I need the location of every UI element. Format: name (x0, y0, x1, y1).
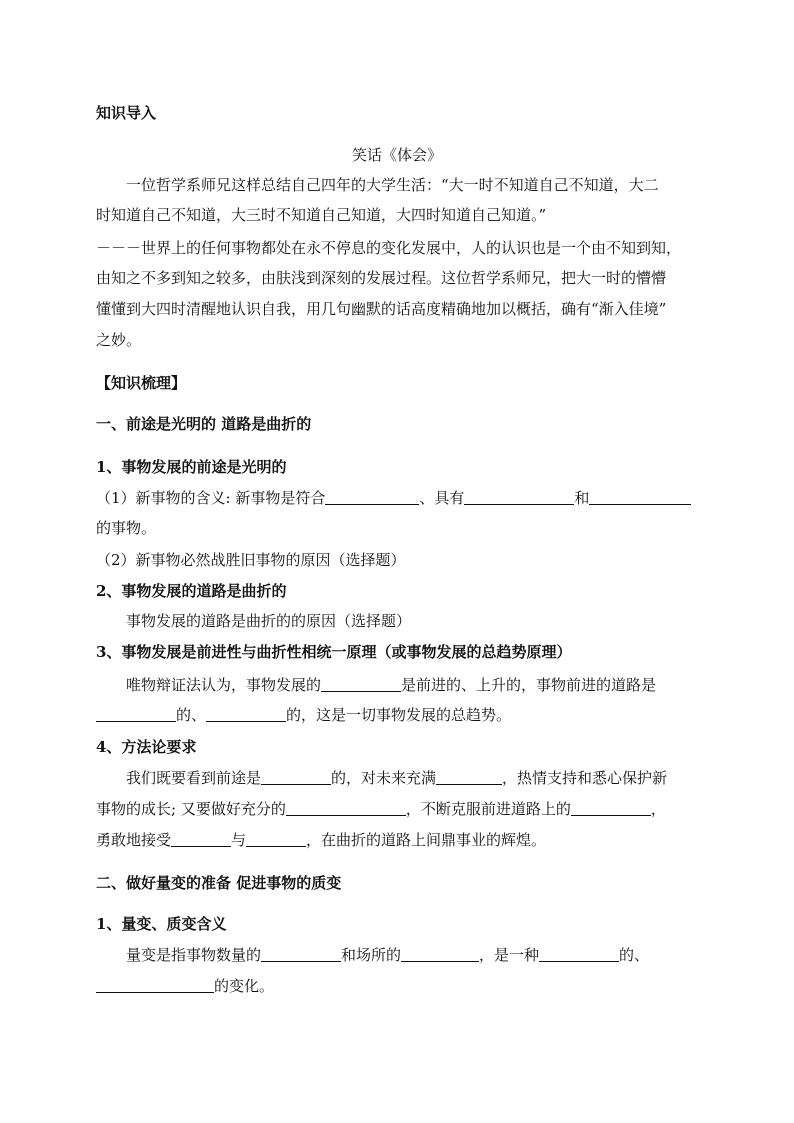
joke-paragraph-line: 时知道自己不知道，大三时不知道自己知道，大四时知道自己知道。” (96, 206, 547, 224)
section-1-item-1-q2: （2）新事物必然战胜旧事物的原因（选择题） (96, 551, 406, 569)
text-segment: 我们既要看到前途是 (126, 769, 262, 787)
fill-in-line (126, 768, 667, 788)
text-segment: 是前进的、上升的，事物前进的道路是 (401, 676, 657, 694)
text-segment: 的、 (176, 706, 207, 724)
review-heading: 【知识梳理】 (96, 374, 187, 392)
text-segment: 与 (231, 831, 247, 849)
section-1-title: 一、前途是光明的 道路是曲折的 (96, 415, 312, 433)
answer-blank[interactable] (571, 800, 651, 816)
text-segment: 的变化。 (214, 977, 275, 995)
text-segment: 和 (574, 489, 590, 507)
intro-heading: 知识导入 (96, 104, 157, 122)
text-segment: ，不断克服前进道路上的 (405, 800, 571, 818)
fill-in-line (96, 488, 691, 508)
text-segment: ，在曲折的道路上间鼎事业的辉煌。 (306, 831, 547, 849)
answer-blank[interactable] (96, 977, 214, 993)
fill-in-line (96, 976, 274, 996)
fill-in-line-continued: 的事物。 (96, 519, 157, 537)
text-segment: ，是一种 (479, 946, 540, 964)
text-segment: 和场所的 (341, 946, 402, 964)
comment-paragraph-line: －－－世界上的任何事物都处在永不停息的变化发展中，人的认识也是一个由不知到知， (96, 239, 682, 257)
answer-blank[interactable] (286, 800, 406, 816)
text-segment: （1）新事物的含义: 新事物是符合 (96, 489, 326, 507)
text-segment: 的，这是一切事物发展的总趋势。 (286, 706, 512, 724)
text-segment: 量变是指事物数量的 (126, 946, 262, 964)
section-1-item-4-title: 4、方法论要求 (96, 738, 197, 756)
text-segment: 、具有 (419, 489, 465, 507)
fill-in-line (96, 799, 666, 819)
answer-blank[interactable] (539, 946, 619, 962)
fill-in-line (96, 705, 511, 725)
answer-blank[interactable] (321, 676, 401, 692)
answer-blank[interactable] (261, 946, 341, 962)
text-segment: 唯物辩证法认为，事物发展的 (126, 676, 322, 694)
answer-blank[interactable] (171, 831, 231, 847)
section-1-item-3-title: 3、事物发展是前进性与曲折性相统一原理（或事物发展的总趋势原理） (96, 643, 572, 661)
fill-in-line (126, 675, 656, 695)
answer-blank[interactable] (96, 706, 176, 722)
section-1-item-2-title: 2、事物发展的道路是曲折的 (96, 582, 287, 600)
answer-blank[interactable] (464, 489, 574, 505)
answer-blank[interactable] (401, 946, 479, 962)
section-1-item-1-title: 1、事物发展的前途是光明的 (96, 458, 287, 476)
section-1-item-2-text: 事物发展的道路是曲折的的原因（选择题） (126, 612, 412, 630)
fill-in-line (126, 945, 649, 965)
comment-paragraph-line: 懂懂到大四时清醒地认识自我，用几句幽默的话高度精确地加以概括，确有“渐入佳境” (96, 300, 667, 318)
comment-paragraph-line: 由知之不多到知之较多，由肤浅到深刻的发展过程。这位哲学系师兄，把大一时的懵懵 (96, 269, 667, 287)
answer-blank[interactable] (206, 706, 286, 722)
text-segment: ，热情支持和悉心保护新 (502, 769, 668, 787)
text-segment: 的、 (619, 946, 650, 964)
text-segment: 的，对未来充满 (331, 769, 437, 787)
text-segment: ， (650, 800, 666, 818)
answer-blank[interactable] (436, 769, 502, 785)
answer-blank[interactable] (246, 831, 306, 847)
answer-blank[interactable] (325, 489, 419, 505)
joke-paragraph-line: 一位哲学系师兄这样总结自己四年的大学生活：“大一时不知道自己不知道，大二 (126, 176, 659, 194)
text-segment: 事物的成长; 又要做好充分的 (96, 800, 286, 818)
joke-title: 笑话《体会》 (351, 146, 442, 164)
answer-blank[interactable] (589, 489, 691, 505)
fill-in-line (96, 830, 546, 850)
answer-blank[interactable] (261, 769, 331, 785)
section-2-title: 二、做好量变的准备 促进事物的质变 (96, 874, 342, 892)
comment-paragraph-line: 之妙。 (96, 331, 142, 349)
text-segment: 勇敢地接受 (96, 831, 172, 849)
section-2-item-1-title: 1、量变、质变含义 (96, 915, 227, 933)
